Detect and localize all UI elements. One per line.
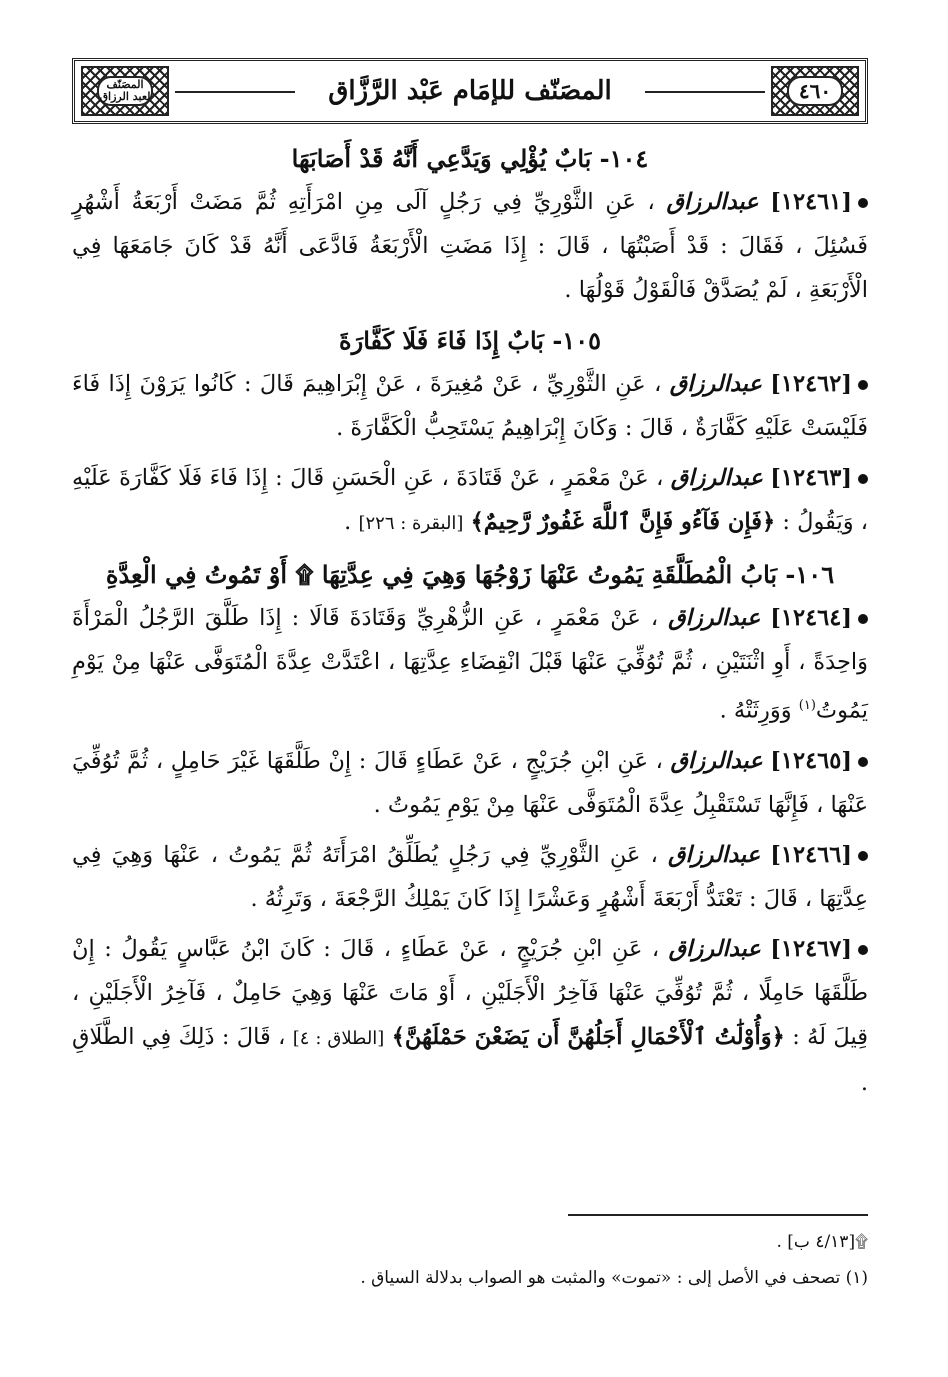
chapter-heading: ١٠٥- بَابٌ إِذَا فَاءَ فَلَا كَفَّارَةَ [339, 326, 601, 355]
hadith-entry [72, 456, 868, 546]
bullet-icon [858, 614, 868, 624]
entry-text: ، عَنِ الثَّوْرِيِّ ، عَنْ مُغِيرَةَ ، عَنْ إِبْرَاهِيمَ قَالَ : كَانُوا يَرَوْنَ إِذَا فَاءَ فَلَيْسَتْ عَلَيْهِ كَفَّارَةٌ ، قَالَ : وَكَانَ إِبْرَاهِيمُ يَسْتَحِبُّ الْكَفَّارَةَ . [72, 371, 868, 441]
chapter-heading: ١٠٤- بَابٌ يُؤْلِي وَيَدَّعِي أَنَّهُ قَدْ أَصَابَهَا [291, 144, 649, 173]
page-header [72, 58, 868, 124]
entry-text: ، عَنِ ابْنِ جُرَيْجٍ ، عَنْ عَطَاءٍ قَالَ : إِنْ طَلَّقَهَا غَيْرَ حَامِلٍ ، ثُمَّ تُوُفِّيَ عَنْهَا ، فَإِنَّهَا تَسْتَقْبِلُ عِدَّةَ الْمُتَوَفَّى عَنْهَا مِنْ يَوْمِ يَمُوتُ . [72, 747, 868, 818]
page-number: ٤٦٠ [787, 76, 843, 106]
footnote-ref: (١) [798, 698, 816, 713]
entry-author: عبدالرزاق [668, 841, 761, 868]
seal-logo: المصَنّف لعبد الرزاق [97, 76, 153, 106]
entry-number: [١٢٤٦٧] [770, 935, 852, 962]
seal-ornament [81, 66, 169, 116]
entry-author: عبدالرزاق [668, 605, 761, 631]
folio-marker-note: ۩[٤/١٣ ب] . [776, 1232, 868, 1252]
entry-tail: . [344, 509, 352, 535]
running-title: المصَنّف للإمَام عَبْد الرَّزَّاق [328, 76, 612, 106]
entry-number: [١٢٤٦١] [770, 189, 853, 215]
hadith-entry [72, 362, 868, 450]
footnote-1: (١) تصحف في الأصل إلى : «تموت» والمثبت هو الصواب بدلالة السياق . [360, 1268, 868, 1288]
entry-number: [١٢٤٦٤] [770, 605, 852, 631]
entry-text: ، عَنِ الثَّوْرِيِّ فِي رَجُلٍ آلَى مِنِ امْرَأَتِهِ ثُمَّ مَضَتْ أَرْبَعَةُ أَشْهُرٍ فَسُئِلَ ، فَقَالَ : قَدْ أَصَبْتُهَا ، قَالَ : إِذَا مَضَتِ الْأَرْبَعَةُ فَادَّعَى أَنَّهُ قَدْ كَانَ جَامَعَهَا فِي الْأَرْبَعَةِ ، لَمْ يُصَدَّقْ فَالْقَوْلُ قَوْلُهَا . [72, 189, 868, 303]
entry-tail: وَوَرِثَتْهُ . [719, 697, 792, 724]
document-page [72, 58, 868, 1328]
entry-number: [١٢٤٦٦] [770, 841, 852, 868]
hadith-entry [72, 180, 868, 312]
entry-number: [١٢٤٦٥] [770, 747, 853, 774]
entry-author: عبدالرزاق [670, 747, 763, 774]
entry-author: عبدالرزاق [666, 189, 759, 215]
footnote-divider [568, 1214, 868, 1216]
verse-reference: [البقرة : ٢٢٦] [358, 513, 464, 534]
header-rule-right [645, 91, 765, 93]
hadith-entry [72, 833, 868, 921]
bullet-icon [858, 198, 868, 208]
bullet-icon [858, 945, 868, 955]
bullet-icon [858, 757, 868, 767]
entry-text: ، عَنْ مَعْمَرٍ ، عَنِ الزُّهْرِيِّ وَقَتَادَةَ قَالَا : إِذَا طَلَّقَ الرَّجُلُ الْمَرْأَةَ وَاحِدَةً ، أَوِ اثْنَتَيْنِ ، ثُمَّ تُوُفِّيَ عَنْهَا قَبْلَ انْقِضَاءِ عِدَّتِهَا ، اعْتَدَّتْ عِدَّةَ الْمُتَوَفَّى عَنْهَا مِنْ يَوْمِ يَمُوتُ [72, 605, 868, 724]
footnotes [72, 1214, 868, 1296]
quran-verse: ﴿وَأُوْلَٰتُ ٱلْأَحْمَالِ أَجَلُهُنَّ أَن يَضَعْنَ حَمْلَهُنَّ﴾ [391, 1023, 785, 1050]
page-number-ornament [771, 66, 859, 116]
entry-tail: ، قَالَ : ذَلِكَ فِي الطَّلَاقِ . [72, 1023, 868, 1096]
bullet-icon [858, 474, 868, 484]
entry-text: ، عَنِ ابْنِ جُرَيْجٍ ، عَنْ عَطَاءٍ ، قَالَ : كَانَ ابْنُ عَبَّاسٍ يَقُولُ : إِنْ طَلَّقَهَا حَامِلًا ، ثُمَّ تُوُفِّيَ عَنْهَا فَآخِرُ الْأَجَلَيْنِ ، أَوْ مَاتَ عَنْهَا وَهِيَ حَامِلٌ ، فَآخِرُ الْأَجَلَيْنِ ، قِيلَ لَهُ : [72, 935, 868, 1050]
entry-number: [١٢٤٦٣] [770, 465, 853, 491]
hadith-entry [72, 596, 868, 733]
verse-reference: [الطلاق : ٤] [292, 1027, 385, 1049]
entry-text: ، عَنِ الثَّوْرِيِّ فِي رَجُلٍ يُطَلِّقُ امْرَأَتَهُ ثُمَّ يَمُوتُ ، عَنْهَا وَهِيَ فِي عِدَّتِهَا ، قَالَ : تَعْتَدُّ أَرْبَعَةَ أَشْهُرٍ وَعَشْرًا إِذَا كَانَ يَمْلِكُ الرَّجْعَةَ ، وَتَرِثُهُ . [72, 841, 868, 912]
hadith-entry [72, 927, 868, 1105]
entry-number: [١٢٤٦٢] [770, 371, 852, 397]
header-rule-left [175, 91, 295, 93]
entry-author: عبدالرزاق [669, 371, 762, 397]
chapter-heading: ١٠٦- بَابُ الْمُطَلَّقَةِ يَمُوتُ عَنْهَا زَوْجُهَا وَهِيَ فِي عِدَّتِهَا ۩ أَوْ تَمُوتُ فِي الْعِدَّةِ [105, 560, 835, 589]
bullet-icon [858, 380, 868, 390]
hadith-entry [72, 739, 868, 827]
entry-text: ، عَنْ مَعْمَرٍ ، عَنْ قَتَادَةَ ، عَنِ الْحَسَنِ قَالَ : إِذَا فَاءَ فَلَا كَفَّارَةَ عَلَيْهِ ، وَيَقُولُ : [72, 465, 868, 535]
entry-author: عبدالرزاق [668, 935, 761, 962]
entry-author: عبدالرزاق [670, 465, 763, 491]
quran-verse: ﴿فَإِن فَآءُو فَإِنَّ ٱللَّهَ غَفُورٌ رَّحِيمٌ﴾ [470, 509, 776, 535]
bullet-icon [858, 851, 868, 861]
